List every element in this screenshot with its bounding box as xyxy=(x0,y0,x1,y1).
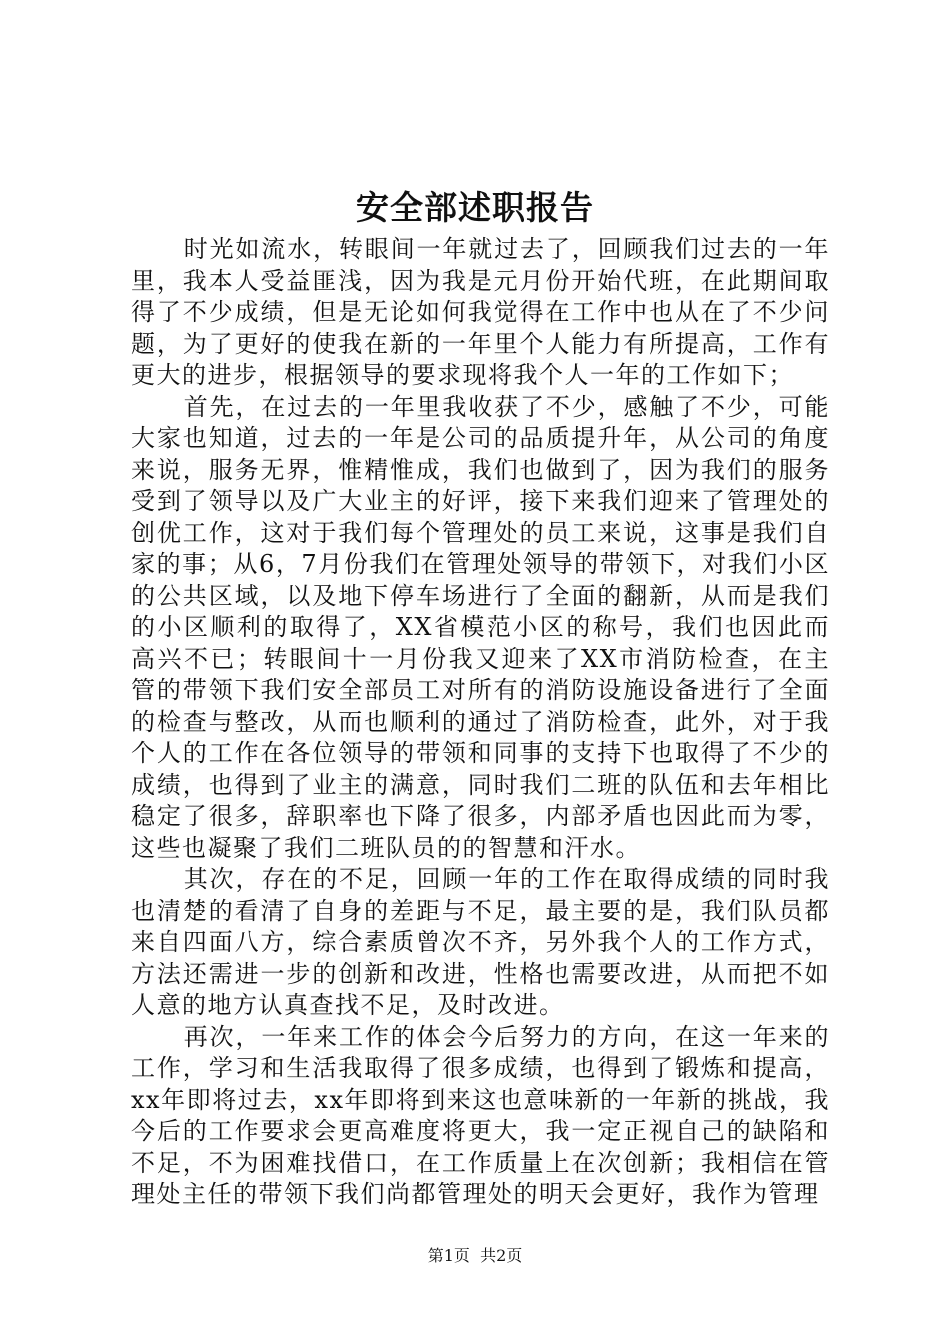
page-footer: 第1页 共2页 xyxy=(427,1246,523,1265)
paragraph-third: 再次，一年来工作的体会今后努力的方向，在这一年来的工作，学习和生活我取得了很多成绩，也得到了锻炼和提高，xx年即将过去，xx年即将到来这也意味新的一年新的挑战，我今后的工作要求会更高难度将更大，我一定正视自己的缺陷和不足，不为困难找借口，在工作质量上在次创新；我相信在管理处主任的带领下我们尚都管理处的明天会更好，我作为管理 xyxy=(131,1022,830,1208)
paragraph-first: 首先，在过去的一年里我收获了不少，感触了不少，可能大家也知道，过去的一年是公司的品质提升年，从公司的角度来说，服务无界，惟精惟成，我们也做到了，因为我们的服务受到了领导以及广大业主的好评，接下来我们迎来了管理处的创优工作，这对于我们每个管理处的员工来说，这事是我们自家的事；从6，7月份我们在管理处领导的带领下，对我们小区的公共区域，以及地下停车场进行了全面的翻新，从而是我们的小区顺利的取得了，XX省模范小区的称号，我们也因此而高兴不已；转眼间十一月份我又迎来了XX市消防检查，在主管的带领下我们安全部员工对所有的消防设施设备进行了全面的检查与整改，从而也顺利的通过了消防检查，此外，对于我个人的工作在各位领导的带领和同事的支持下也取得了不少的成绩，也得到了业主的满意，同时我们二班的队伍和去年相比稳定了很多，辞职率也下降了很多，内部矛盾也因此而为零，这些也凝聚了我们二班队员的的智慧和汗水。 xyxy=(131,392,830,862)
document-body xyxy=(131,234,830,1211)
paragraph-second: 其次，存在的不足，回顾一年的工作在取得成绩的同时我也清楚的看清了自身的差距与不足，最主要的是，我们队员都来自四面八方，综合素质曾次不齐，另外我个人的工作方式，方法还需进一步的创新和改进，性格也需要改进，从而把不如人意的地方认真查找不足，及时改进。 xyxy=(131,865,830,1019)
paragraph-intro: 时光如流水，转眼间一年就过去了，回顾我们过去的一年里，我本人受益匪浅，因为我是元月份开始代班，在此期间取得了不少成绩，但是无论如何我觉得在工作中也从在了不少问题，为了更好的使我在新的一年里个人能力有所提高，工作有更大的进步，根据领导的要求现将我个人一年的工作如下； xyxy=(131,235,830,389)
document-title: 安全部述职报告 xyxy=(356,188,594,227)
